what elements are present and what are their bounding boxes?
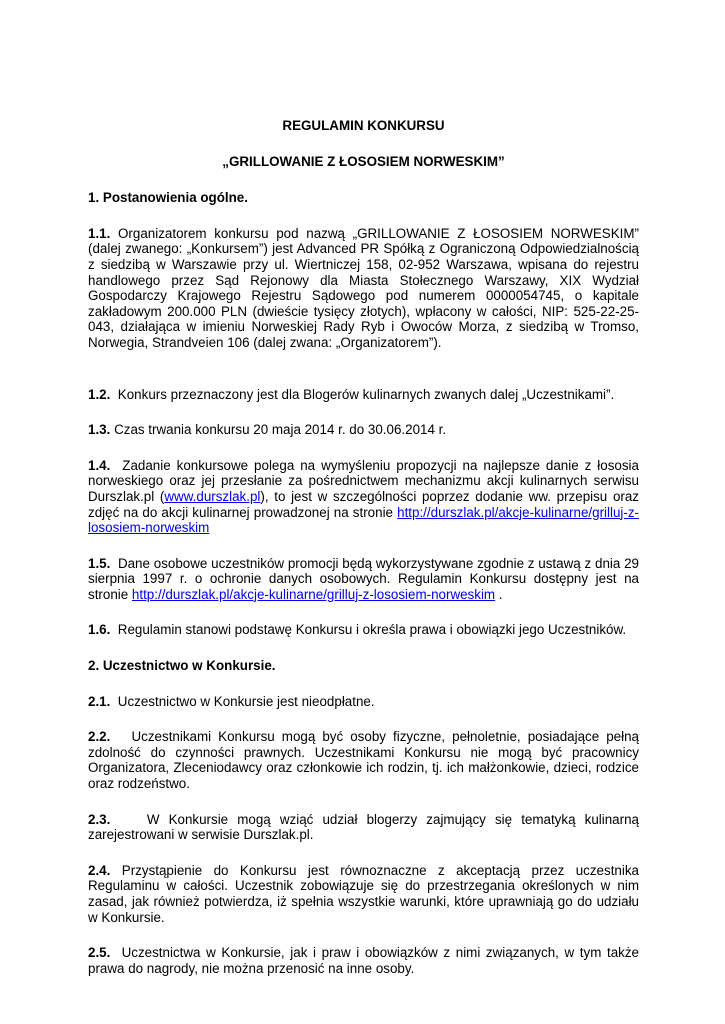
paragraph-number: 1.1.: [88, 225, 111, 241]
paragraph-2-3: [88, 812, 639, 843]
durszlak-link[interactable]: www.durszlak.pl: [164, 488, 261, 504]
paragraph-number: 2.2.: [88, 729, 111, 745]
regulations-link[interactable]: http://durszlak.pl/akcje-kulinarne/grilluj-z-lososiem-norweskim: [131, 586, 496, 602]
paragraph-text: Dane osobowe uczestników promocji będą wykorzystywane zgodnie z ustawą z dnia 29 sierpnia 1997 r. o ochronie danych osobowych. Regulamin Konkursu dostępny jest na stronie: [88, 555, 639, 602]
paragraph-number: 2.4.: [88, 862, 111, 878]
paragraph-text: Regulamin stanowi podstawę Konkursu i określa prawa i obowiązki jego Uczestników.: [117, 622, 627, 638]
document-title: REGULAMIN KONKURSU: [282, 118, 445, 133]
paragraph-text: Organizatorem konkursu pod nazwą „GRILLOWANIE Z ŁOSOSIEM NORWESKIM” (dalej zwanego: „Konkursem”) jest Advanced PR Spółką z Ograniczoną Odpowiedzialnością z siedzibą w Warszawie przy ul. Wiertniczej 158, 02-952 Warszawa, wpisana do rejestru handlowego przez Sąd Rejonowy dla Miasta Stołecznego Warszawy, XIX Wydział Gospodarczy Krajowego Rejestru Sądowego pod numerem 0000054745, o kapitale zakładowym 200.000 PLN (dwieście tysięcy złotych), wpłacony w całości, NIP: 525-22-25-043, działająca w imieniu Norweskiej Rady Ryb i Owoców Morza, z siedzibą w Tromso, Norwegia, Strandveien 106 (dalej zwana: „Organizatorem”).: [88, 225, 639, 350]
paragraph-1-2: [88, 387, 639, 403]
contest-page-link[interactable]: http://durszlak.pl/akcje-kulinarne/grilluj-z-lososiem-norweskim: [88, 504, 639, 536]
paragraph-number: 2.5.: [88, 945, 111, 961]
paragraph-number: 1.5.: [88, 555, 111, 571]
paragraph-text: W Konkursie mogą wziąć udział blogerzy zajmujący się tematyką kulinarną zarejestrowani w serwisie Durszlak.pl.: [88, 811, 639, 843]
paragraph-text: Czas trwania konkursu 20 maja 2014 r. do 30.06.2014 r.: [114, 422, 447, 438]
paragraph-text: Uczestnictwo w Konkursie jest nieodpłatne.: [117, 693, 375, 709]
paragraph-2-2: [88, 729, 639, 791]
paragraph-text: .: [495, 586, 503, 602]
paragraph-number: 1.2.: [88, 386, 111, 402]
paragraph-2-1: [88, 694, 639, 710]
paragraph-2-5: [88, 945, 639, 976]
paragraph-1-1: [88, 226, 639, 351]
paragraph-1-4: [88, 458, 639, 536]
paragraph-text: ), to jest w szczególności poprzez dodanie ww. przepisu oraz zdjęć na do akcji kulinarnej prowadzonej na stronie: [88, 488, 639, 520]
paragraph-number: 1.3.: [88, 422, 111, 438]
paragraph-text: Zadanie konkursowe polega na wymyśleniu propozycji na najlepsze danie z łososia norweskiego oraz jej przesłanie za pośrednictwem mechanizmu akcji kulinarnych serwisu Durszlak.pl (: [88, 457, 639, 504]
paragraph-text: Konkurs przeznaczony jest dla Blogerów kulinarnych zwanych dalej „Uczestnikami”.: [117, 386, 615, 402]
section-2-heading: 2. Uczestnictwo w Konkursie.: [88, 658, 276, 674]
paragraph-number: 2.3.: [88, 811, 111, 827]
paragraph-number: 1.4.: [88, 457, 111, 473]
paragraph-2-4: [88, 863, 639, 925]
paragraph-text: Przystąpienie do Konkursu jest równoznaczne z akceptacją przez uczestnika Regulaminu w całości. Uczestnik zobowiązuje się do przestrzegania określonych w nim zasad, jak również potwierdza, iż spełnia wszystkie warunki, które uprawniają go do udziału w Konkursie.: [88, 862, 639, 925]
paragraph-number: 2.1.: [88, 693, 111, 709]
paragraph-1-3: [88, 422, 639, 438]
paragraph-text: Uczestnictwa w Konkursie, jak i praw i obowiązków z nimi związanych, w tym także prawa do nagrody, nie można przenosić na inne osoby.: [88, 945, 639, 976]
section-1-heading: 1. Postanowienia ogólne.: [88, 190, 248, 206]
paragraph-1-5: [88, 556, 639, 603]
paragraph-1-6: [88, 622, 639, 638]
document-subtitle: „GRILLOWANIE Z ŁOSOSIEM NORWESKIM”: [222, 153, 505, 169]
document-page: [88, 118, 639, 996]
paragraph-number: 1.6.: [88, 622, 111, 638]
paragraph-text: Uczestnikami Konkursu mogą być osoby fizyczne, pełnoletnie, posiadające pełną zdolność do czynności prawnych. Uczestnikami Konkursu nie mogą być pracownicy Organizatora, Zleceniodawcy oraz członkowie ich rodzin, tj. ich małżonkowie, dzieci, rodzice oraz rodzeństwo.: [88, 729, 639, 792]
